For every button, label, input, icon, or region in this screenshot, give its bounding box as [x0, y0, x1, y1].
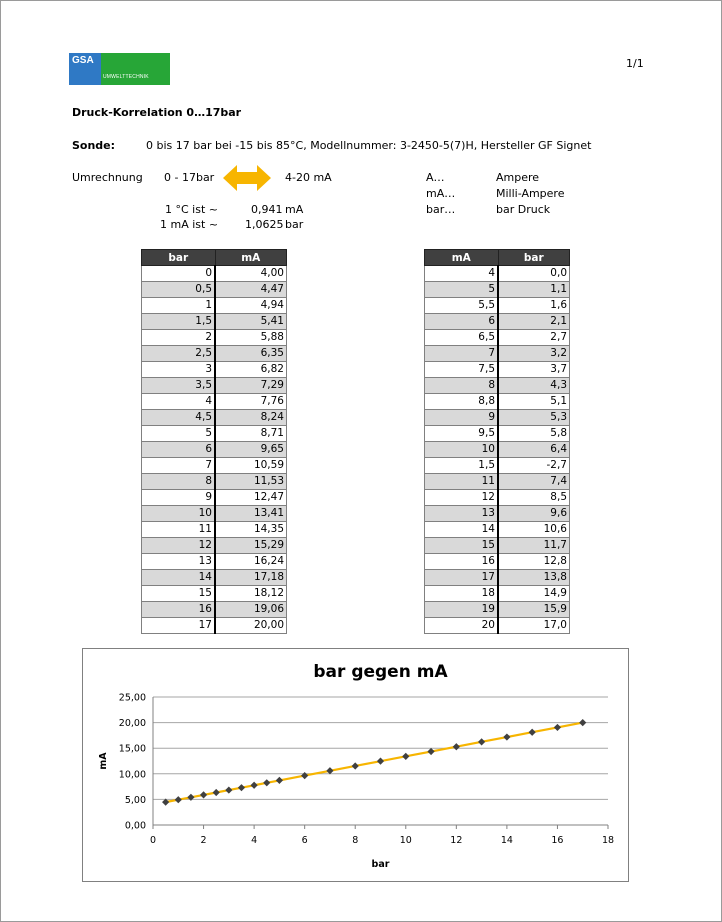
cell-second: 6,82 — [215, 362, 287, 378]
cell-first: 8,8 — [425, 394, 499, 410]
table-row — [425, 298, 570, 314]
y-axis-label: mA — [98, 752, 109, 770]
legend-abbr-ma: mA… — [426, 187, 456, 200]
factor-unit-1: mA — [285, 203, 304, 216]
cell-second: 3,7 — [498, 362, 570, 378]
cell-second: -2,7 — [498, 458, 570, 474]
cell-first: 2,5 — [142, 346, 216, 362]
cell-first: 18 — [425, 586, 499, 602]
factor-unit-2: bar — [285, 218, 304, 231]
table-row — [142, 314, 287, 330]
cell-second: 17,0 — [498, 618, 570, 634]
table-row — [142, 618, 287, 634]
cell-second: 18,12 — [215, 586, 287, 602]
sonde-label: Sonde: — [72, 139, 116, 152]
logo-green-block — [101, 53, 170, 85]
y-tick-label: 5,00 — [124, 794, 146, 806]
cell-second: 13,41 — [215, 506, 287, 522]
legend-abbr-bar: bar… — [426, 203, 456, 216]
cell-first: 15 — [142, 586, 216, 602]
cell-first: 17 — [425, 570, 499, 586]
data-point — [529, 729, 536, 736]
column-header-bar: bar — [142, 250, 216, 266]
cell-second: 4,3 — [498, 378, 570, 394]
sonde-description: 0 bis 17 bar bei -15 bis 85°C, Modellnummer: 3-2450-5(7)H, Hersteller GF Signet — [146, 139, 592, 152]
data-point — [276, 777, 283, 784]
cell-second: 11,53 — [215, 474, 287, 490]
cell-first: 15 — [425, 538, 499, 554]
table-row — [425, 362, 570, 378]
x-tick-label: 18 — [601, 835, 615, 846]
table-row — [142, 298, 287, 314]
cell-second: 4,94 — [215, 298, 287, 314]
table-row — [425, 394, 570, 410]
cell-second: 11,7 — [498, 538, 570, 554]
legend-meaning-a: Ampere — [496, 171, 540, 184]
data-point — [301, 772, 308, 779]
cell-first: 1,5 — [425, 458, 499, 474]
cell-first: 19 — [425, 602, 499, 618]
cell-first: 5 — [142, 426, 216, 442]
cell-second: 7,76 — [215, 394, 287, 410]
x-tick-label: 12 — [450, 835, 463, 846]
table-row — [142, 330, 287, 346]
double-arrow-icon — [223, 165, 271, 191]
table-row — [425, 554, 570, 570]
table-row — [142, 602, 287, 618]
cell-second: 17,18 — [215, 570, 287, 586]
table-row — [142, 554, 287, 570]
cell-second: 7,4 — [498, 474, 570, 490]
cell-first: 11 — [142, 522, 216, 538]
table-row — [425, 570, 570, 586]
cell-second: 13,8 — [498, 570, 570, 586]
table-row — [425, 458, 570, 474]
cell-first: 20 — [425, 618, 499, 634]
table-row — [142, 346, 287, 362]
cell-first: 10 — [425, 442, 499, 458]
data-point — [579, 719, 586, 726]
cell-second: 6,35 — [215, 346, 287, 362]
cell-second: 7,29 — [215, 378, 287, 394]
cell-first: 8 — [142, 474, 216, 490]
x-tick-label: 0 — [149, 835, 157, 846]
cell-first: 16 — [425, 554, 499, 570]
cell-first: 7,5 — [425, 362, 499, 378]
data-point — [175, 796, 182, 803]
data-point — [453, 743, 460, 750]
x-tick-label: 10 — [399, 835, 412, 846]
y-tick-label: 10,00 — [118, 769, 146, 781]
cell-second: 14,9 — [498, 586, 570, 602]
table-row — [142, 282, 287, 298]
data-point — [238, 784, 245, 791]
cell-second: 12,8 — [498, 554, 570, 570]
page-number: 1/1 — [626, 57, 644, 70]
cell-second: 0,0 — [498, 266, 570, 282]
cell-second: 14,35 — [215, 522, 287, 538]
cell-second: 15,29 — [215, 538, 287, 554]
y-tick-label: 25,00 — [118, 692, 146, 704]
cell-second: 12,47 — [215, 490, 287, 506]
cell-first: 2 — [142, 330, 216, 346]
cell-second: 9,65 — [215, 442, 287, 458]
cell-first: 4 — [142, 394, 216, 410]
table-row — [142, 474, 287, 490]
cell-second: 1,1 — [498, 282, 570, 298]
column-header-ma: mA — [215, 250, 287, 266]
table-row — [142, 458, 287, 474]
table-row — [142, 362, 287, 378]
table-row — [142, 266, 287, 282]
table-row — [425, 314, 570, 330]
table-row — [425, 442, 570, 458]
table-row — [142, 490, 287, 506]
cell-first: 3,5 — [142, 378, 216, 394]
cell-first: 6,5 — [425, 330, 499, 346]
table-row — [142, 394, 287, 410]
x-tick-label: 14 — [500, 835, 513, 846]
data-point — [200, 791, 207, 798]
table-row — [425, 602, 570, 618]
data-point — [377, 758, 384, 765]
table-row — [142, 410, 287, 426]
legend-meaning-bar: bar Druck — [496, 203, 551, 216]
factor-label-2: 1 mA ist ~ — [160, 218, 219, 231]
cell-first: 7 — [142, 458, 216, 474]
x-axis-label: bar — [371, 859, 390, 870]
x-tick-label: 4 — [251, 835, 258, 846]
range-bar: 0 - 17bar — [164, 171, 215, 184]
table-row — [425, 410, 570, 426]
data-point — [326, 767, 333, 774]
table-row — [425, 426, 570, 442]
x-tick-label: 16 — [551, 835, 564, 846]
table-row — [142, 522, 287, 538]
cell-second: 19,06 — [215, 602, 287, 618]
x-tick-label: 2 — [200, 835, 207, 846]
cell-first: 9 — [142, 490, 216, 506]
cell-second: 16,24 — [215, 554, 287, 570]
y-tick-label: 0,00 — [124, 820, 146, 832]
table-row — [425, 346, 570, 362]
cell-second: 5,8 — [498, 426, 570, 442]
cell-first: 8 — [425, 378, 499, 394]
table-row — [425, 522, 570, 538]
cell-second: 5,88 — [215, 330, 287, 346]
factor-label-1: 1 °C ist ~ — [165, 203, 218, 216]
cell-first: 3 — [142, 362, 216, 378]
x-tick-label: 6 — [301, 835, 308, 846]
cell-first: 4 — [425, 266, 499, 282]
cell-second: 2,7 — [498, 330, 570, 346]
cell-second: 1,6 — [498, 298, 570, 314]
cell-first: 14 — [425, 522, 499, 538]
cell-first: 7 — [425, 346, 499, 362]
y-tick-label: 15,00 — [118, 743, 146, 755]
cell-second: 8,5 — [498, 490, 570, 506]
factor-value-1: 0,941 — [251, 203, 283, 216]
cell-first: 5,5 — [425, 298, 499, 314]
table-row — [142, 378, 287, 394]
cell-second: 5,3 — [498, 410, 570, 426]
table-row — [425, 586, 570, 602]
data-point — [213, 789, 220, 796]
cell-first: 11 — [425, 474, 499, 490]
data-point — [263, 779, 270, 786]
cell-first: 1,5 — [142, 314, 216, 330]
data-point — [251, 782, 258, 789]
cell-first: 12 — [425, 490, 499, 506]
cell-second: 8,24 — [215, 410, 287, 426]
table-ma-to-bar — [424, 249, 570, 634]
cell-first: 0,5 — [142, 282, 216, 298]
y-tick-label: 20,00 — [118, 718, 146, 730]
table-row — [425, 378, 570, 394]
cell-first: 14 — [142, 570, 216, 586]
table-right-body — [425, 266, 570, 634]
cell-second: 8,71 — [215, 426, 287, 442]
cell-first: 10 — [142, 506, 216, 522]
column-header-ma: mA — [425, 250, 499, 266]
table-row — [142, 426, 287, 442]
cell-first: 4,5 — [142, 410, 216, 426]
table-row — [425, 490, 570, 506]
legend-abbr-a: A… — [426, 171, 445, 184]
cell-first: 16 — [142, 602, 216, 618]
table-bar-to-ma — [141, 249, 287, 634]
cell-first: 17 — [142, 618, 216, 634]
table-row — [142, 570, 287, 586]
x-tick-label: 8 — [352, 835, 359, 846]
cell-second: 5,1 — [498, 394, 570, 410]
cell-first: 0 — [142, 266, 216, 282]
cell-first: 6 — [142, 442, 216, 458]
table-header-row — [142, 250, 287, 266]
cell-second: 10,59 — [215, 458, 287, 474]
cell-second: 6,4 — [498, 442, 570, 458]
cell-second: 20,00 — [215, 618, 287, 634]
chart-frame — [82, 648, 629, 882]
cell-second: 10,6 — [498, 522, 570, 538]
table-row — [425, 618, 570, 634]
cell-first: 9,5 — [425, 426, 499, 442]
cell-second: 9,6 — [498, 506, 570, 522]
cell-first: 1 — [142, 298, 216, 314]
factor-value-2: 1,0625 — [245, 218, 284, 231]
range-ma: 4-20 mA — [285, 171, 332, 184]
cell-first: 13 — [425, 506, 499, 522]
table-row — [425, 474, 570, 490]
cell-first: 9 — [425, 410, 499, 426]
umrechnung-label: Umrechnung — [72, 171, 143, 184]
cell-first: 6 — [425, 314, 499, 330]
legend-meaning-ma: Milli-Ampere — [496, 187, 565, 200]
table-left-body — [142, 266, 287, 634]
table-row — [142, 442, 287, 458]
cell-first: 13 — [142, 554, 216, 570]
table-row — [425, 330, 570, 346]
table-row — [425, 538, 570, 554]
data-point — [478, 738, 485, 745]
data-point — [352, 762, 359, 769]
logo-brand-text: GSA — [72, 55, 94, 66]
table-row — [142, 538, 287, 554]
cell-second: 3,2 — [498, 346, 570, 362]
table-row — [425, 506, 570, 522]
table-header-row — [425, 250, 570, 266]
gsa-logo — [69, 53, 170, 85]
document-title: Druck-Korrelation 0…17bar — [72, 106, 242, 119]
cell-second: 2,1 — [498, 314, 570, 330]
column-header-bar: bar — [498, 250, 570, 266]
chart-svg — [83, 649, 628, 881]
cell-first: 12 — [142, 538, 216, 554]
table-row — [142, 586, 287, 602]
data-point — [402, 753, 409, 760]
data-point — [554, 724, 561, 731]
cell-second: 4,00 — [215, 266, 287, 282]
table-row — [425, 282, 570, 298]
chart-title: bar gegen mA — [313, 662, 448, 682]
data-point — [225, 786, 232, 793]
cell-second: 15,9 — [498, 602, 570, 618]
cell-first: 5 — [425, 282, 499, 298]
table-row — [425, 266, 570, 282]
table-row — [142, 506, 287, 522]
data-point — [503, 733, 510, 740]
cell-second: 5,41 — [215, 314, 287, 330]
logo-subtitle: UMWELTTECHNIK — [103, 74, 149, 80]
data-point — [427, 748, 434, 755]
cell-second: 4,47 — [215, 282, 287, 298]
